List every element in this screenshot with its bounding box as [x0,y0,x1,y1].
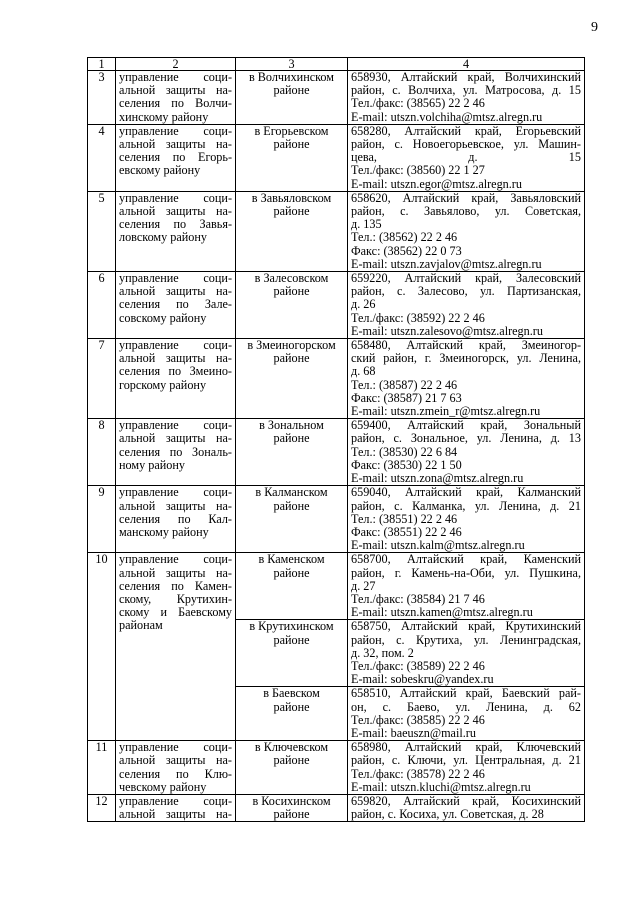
authority-name-line: управление соци- [119,190,232,205]
address-line: 659820, Алтайский край, Косихинский [351,793,581,808]
authority-name-line: горскому району [119,377,207,392]
authority-name-cell [116,553,236,741]
district-name-line: в Крутихинском [249,619,334,634]
address-line: 659040, Алтайский край, Калманский [351,485,581,500]
authority-name-line: селения по Волчи- [119,96,232,111]
row-number: 4 [88,124,116,191]
authority-name-line: управление соци- [119,123,232,138]
email-line[interactable]: E-mail: utszn.volchiha@mtsz.alregn.ru [351,109,543,124]
authority-name-line: манскому району [119,524,209,539]
contact-cell [348,191,585,271]
authority-name-line: альной защиты на- [119,83,232,98]
contact-cell [348,71,585,125]
address-line: 658700, Алтайский край, Каменский [351,552,581,567]
district-cell [236,272,348,339]
district-name-line: районе [273,284,310,299]
row-number: 10 [88,553,116,741]
email-line[interactable]: E-mail: utszn.kalm@mtsz.alregn.ru [351,538,525,553]
authority-name-line: селения по Зональ- [119,444,232,459]
phone-line: Тел./факс: (38584) 21 7 46 [351,591,485,606]
table-row [88,553,585,620]
phone-line: Тел./факс: (38578) 22 2 46 [351,766,485,781]
header-col-1: 1 [88,58,116,71]
contact-cell [348,741,585,795]
email-line[interactable]: E-mail: utszn.zona@mtsz.alregn.ru [351,471,524,486]
district-name-line: в Зональном [259,418,324,433]
authority-name-cell [116,339,236,419]
district-cell [236,620,348,687]
address-line: 658620, Алтайский край, Завьяловский [351,190,581,205]
district-name-line: районе [273,498,310,513]
authority-name-line: районам [119,618,163,633]
address-line: район, с. Завьялово, ул. Советская, [351,204,581,219]
authority-name-line: управление соци- [119,271,232,286]
authority-name-line: селения по Завья- [119,217,232,232]
district-cell [236,71,348,125]
email-line[interactable]: E-mail: utszn.egor@mtsz.alregn.ru [351,176,522,191]
address-line: район, с. Зональное, ул. Ленина, д. 13 [351,431,581,446]
phone-line: Тел.: (38530) 22 6 84 [351,444,458,459]
authority-name-cell [116,741,236,795]
district-cell [236,741,348,795]
email-line[interactable]: E-mail: sobeskru@yandex.ru [351,672,494,687]
address-line: 659400, Алтайский край, Зональный [351,418,581,433]
address-line: район, с. Ключи, ул. Центральная, д. 21 [351,753,581,768]
address-line: район, с. Калманка, ул. Ленина, д. 21 [351,498,581,513]
table-row [88,741,585,795]
authority-name-line: управление соци- [119,485,232,500]
email-line[interactable]: E-mail: utszn.zmein_r@mtsz.alregn.ru [351,404,541,419]
phone-line: Факс: (38530) 22 1 50 [351,457,462,472]
table-row [88,419,585,486]
address-line: цева, д. 15 [351,150,581,165]
authority-name-line: альной защиты на- [119,498,232,513]
authority-name-line: скому и Баевскому [119,605,232,620]
authority-name-line: альной защиты на- [119,284,232,299]
authority-name-line: ловскому району [119,230,208,245]
table-row [88,272,585,339]
address-line: д. 135 [351,217,382,232]
district-name-line: районе [273,565,310,580]
contact-cell [348,553,585,620]
header-col-3: 3 [236,58,348,71]
phone-line: Факс: (38587) 21 7 63 [351,390,462,405]
address-line: район, с. Крутиха, ул. Ленинградская, [351,632,581,647]
row-number: 11 [88,741,116,795]
table-row [88,71,585,125]
authority-name-cell [116,191,236,271]
contact-cell [348,794,585,821]
phone-line: Тел./факс: (38565) 22 2 46 [351,96,485,111]
address-line: 658280, Алтайский край, Егорьевский [351,123,581,138]
address-line: район, с. Залесово, ул. Партизанская, [351,284,581,299]
header-col-2: 2 [116,58,236,71]
district-cell [236,687,348,741]
authority-name-cell [116,486,236,553]
authority-name-cell [116,419,236,486]
address-line: 658930, Алтайский край, Волчихинский [351,70,581,84]
authority-name-line: управление соци- [119,552,232,567]
phone-line: Факс: (38551) 22 2 46 [351,524,462,539]
authority-name-cell [116,272,236,339]
authority-name-line: совскому району [119,310,207,325]
email-line[interactable]: E-mail: utszn.zalesovo@mtsz.alregn.ru [351,323,543,338]
district-name-line: в Змеиногорском [247,338,336,353]
authority-name-line: альной защиты на- [119,431,232,446]
authority-name-line: альной защиты на- [119,807,232,822]
address-line: район, с. Волчиха, ул. Матросова, д. 15 [351,83,581,98]
phone-line: Факс: (38562) 22 0 73 [351,243,462,258]
table-row [88,191,585,271]
address-line: район, г. Камень-на-Оби, ул. Пушкина, [351,565,581,580]
address-line: ский район, г. Змеиногорск, ул. Ленина, [351,351,581,366]
social-protection-offices-table [87,57,585,822]
row-number: 12 [88,794,116,821]
row-number: 8 [88,419,116,486]
table-row [88,339,585,419]
email-line[interactable]: E-mail: baeuszn@mail.ru [351,725,476,740]
district-name-line: в Калманском [255,485,328,500]
phone-line: Тел.: (38551) 22 2 46 [351,511,458,526]
authority-name-cell [116,71,236,125]
table-body [88,58,585,822]
contact-cell [348,124,585,191]
row-number: 7 [88,339,116,419]
district-cell [236,486,348,553]
authority-name-line: управление соци- [119,70,232,84]
district-name-line: районе [273,431,310,446]
email-line[interactable]: E-mail: utszn.kluchi@mtsz.alregn.ru [351,779,531,794]
district-cell [236,794,348,821]
phone-line: Тел./факс: (38589) 22 2 46 [351,658,485,673]
authority-name-line: альной защиты на- [119,753,232,768]
authority-name-cell [116,124,236,191]
authority-name-cell [116,794,236,821]
address-line: 658750, Алтайский край, Крутихинский [351,619,581,634]
contact-cell [348,620,585,687]
phone-line: Тел./факс: (38560) 22 1 27 [351,163,485,178]
address-line: он, с. Баево, ул. Ленина, д. 62 [351,699,581,714]
row-number: 5 [88,191,116,271]
district-name-line: в Залесовском [254,271,329,286]
phone-line: Тел.: (38562) 22 2 46 [351,230,458,245]
district-name-line: районе [273,83,310,98]
authority-name-line: альной защиты на- [119,565,232,580]
authority-name-line: селения по Зале- [119,297,232,312]
authority-name-line: управление соци- [119,793,232,808]
authority-name-line: евскому району [119,163,201,178]
header-col-4: 4 [348,58,585,71]
address-line: 658510, Алтайский край, Баевский рай- [351,686,581,701]
table-row [88,124,585,191]
authority-name-line: селения по Камен- [119,578,232,593]
district-cell [236,339,348,419]
district-name-line: в Егорьевском [254,123,329,138]
authority-name-line: управление соци- [119,338,232,353]
district-name-line: районе [273,351,310,366]
contact-cell [348,272,585,339]
contact-cell [348,687,585,741]
contact-cell [348,419,585,486]
phone-line: Тел./факс: (38585) 22 2 46 [351,712,485,727]
authority-name-line: альной защиты на- [119,204,232,219]
district-name-line: районе [273,632,310,647]
district-cell [236,124,348,191]
district-name-line: районе [273,753,310,768]
contact-cell [348,486,585,553]
district-name-line: в Завьяловском [251,190,332,205]
district-name-line: в Каменском [258,552,325,567]
email-line[interactable]: E-mail: utszn.zavjalov@mtsz.alregn.ru [351,256,542,271]
address-line: район, с. Новоегорьевское, ул. Машин- [351,137,581,152]
district-name-line: в Ключевском [254,740,329,755]
row-number: 9 [88,486,116,553]
row-number: 6 [88,272,116,339]
authority-name-line: управление соци- [119,418,232,433]
district-name-line: в Волчихинском [248,70,335,84]
district-cell [236,191,348,271]
phone-line: Тел.: (38587) 22 2 46 [351,377,458,392]
page-number: 9 [591,20,598,35]
authority-name-line: управление соци- [119,740,232,755]
authority-name-line: селения по Змеино- [119,364,232,379]
phone-line: Тел./факс: (38592) 22 2 46 [351,310,485,325]
district-name-line: районе [273,137,310,152]
address-line: д. 27 [351,578,376,593]
district-name-line: районе [273,699,310,714]
authority-name-line: селения по Кал- [119,511,232,526]
table-row [88,486,585,553]
address-line: 658980, Алтайский край, Ключевский [351,740,581,755]
row-number: 3 [88,71,116,125]
authority-name-line: чевскому району [119,779,207,794]
district-cell [236,553,348,620]
authority-name-line: альной защиты на- [119,351,232,366]
address-line: 658480, Алтайский край, Змеиногор- [351,338,581,353]
address-line: 659220, Алтайский край, Залесовский [351,271,581,286]
table-header-row [88,58,585,71]
authority-name-line: селения по Клю- [119,766,232,781]
district-name-line: в Косихинском [252,793,331,808]
address-line: д. 68 [351,364,376,379]
district-name-line: районе [273,204,310,219]
authority-name-line: селения по Егорь- [119,150,232,165]
address-line: д. 32, пом. 2 [351,645,414,660]
district-name-line: районе [273,807,310,822]
authority-name-line: альной защиты на- [119,137,232,152]
contact-cell [348,339,585,419]
address-line: район, с. Косиха, ул. Советская, д. 28 [351,807,544,822]
address-line: д. 26 [351,297,376,312]
email-line[interactable]: E-mail: utszn.kamen@mtsz.alregn.ru [351,605,533,620]
authority-name-line: хинскому району [119,109,209,124]
authority-name-line: ному району [119,457,185,472]
district-name-line: в Баевском [263,686,320,701]
table-row [88,794,585,821]
district-cell [236,419,348,486]
authority-name-line: скому, Крутихин- [119,591,232,606]
